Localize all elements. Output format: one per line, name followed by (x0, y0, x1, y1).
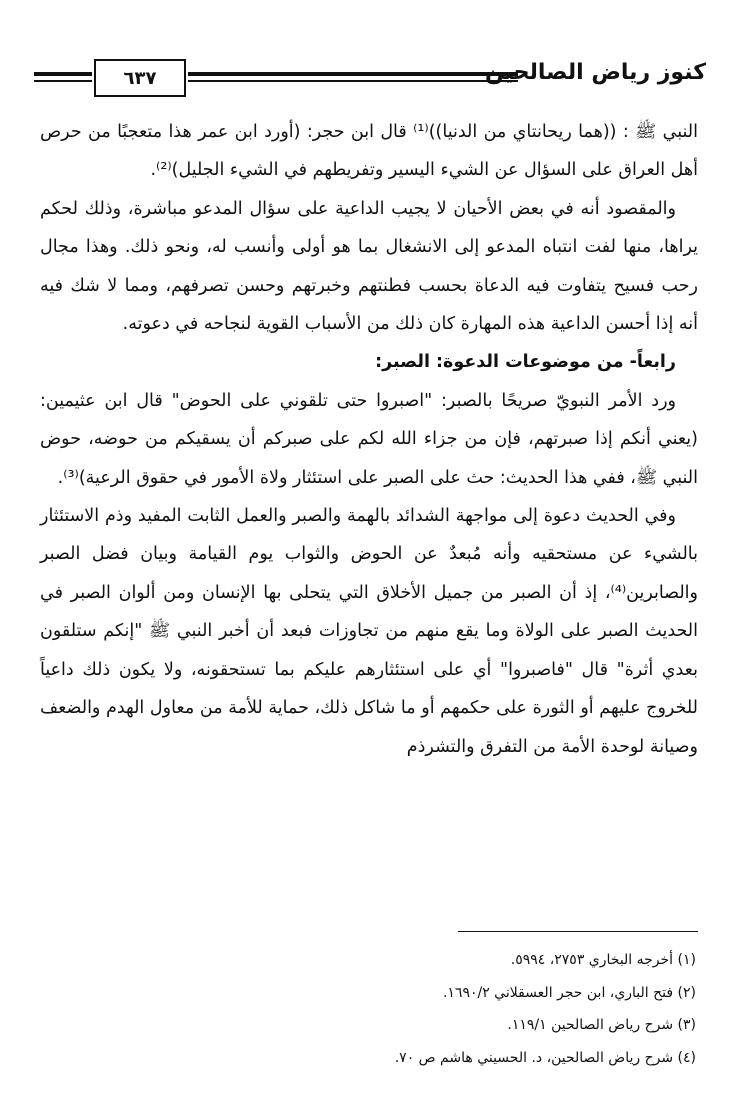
main-text (40, 113, 698, 766)
footnote-separator (458, 931, 698, 932)
footnote: (٣) شرح رياض الصالحين ١١٩/١. (507, 1017, 696, 1033)
page-number: ٦٣٧ (94, 59, 186, 97)
header-rule (34, 72, 92, 76)
footnote: (١) أخرجه البخاري ٢٧٥٣، ٥٩٩٤. (510, 952, 696, 968)
section-heading: رابعاً- من موضوعات الدعوة: الصبر: (375, 352, 676, 373)
page-header (30, 55, 706, 103)
book-title: كنوز رياض الصالحين (485, 60, 706, 85)
header-rule (188, 72, 518, 76)
paragraph: النبي ﷺ : ((هما ريحانتاي من الدنيا))⁽¹⁾ قال ابن حجر: (أورد ابن عمر هذا متعجبًا من حرص أهل العراق على السؤال عن الشيء اليسير وتفريطهم في الشيء الجليل)⁽²⁾. (40, 122, 698, 181)
paragraph: ورد الأمر النبويّ صريحًا بالصبر: "اصبروا حتى تلقوني على الحوض" قال ابن عثيمين: (يعني أنكم إذا صبرتهم، فإن من جزاء الله لكم على صبركم أن يسقيكم من حوضه، حوض النبي ﷺ، ففي هذا الحديث: حث على الصبر على استئثار ولاة الأمور في حقوق الرعية)⁽³⁾. (40, 390, 698, 488)
paragraph: والمقصود أنه في بعض الأحيان لا يجيب الداعية على سؤال المدعو مباشرة، وذلك لحكم يراها، منها لفت انتباه المدعو إلى الانشغال بما هو أولى وأنسب له، ونحو ذلك. وهذا مجال رحب فسيح يتفاوت فيه الدعاة بحسب فطنتهم وخبرتهم وحسن تصرفهم، ومما لا شك فيه أنه إذا أحسن الداعية هذه المهارة كان ذلك من الأسباب القوية لنجاحه في دعوته. (40, 198, 698, 335)
footnote: (٤) شرح رياض الصالحين، د. الحسيني هاشم ص ٧٠. (394, 1049, 696, 1066)
footnotes (40, 944, 696, 1074)
paragraph: وفي الحديث دعوة إلى مواجهة الشدائد بالهمة والصبر والعمل الثابت المفيد وذم الاستئثار بالشيء عن مستحقيه وأنه مُبعدٌ عن الحوض والثواب يوم القيامة وبيان فضل الصبر والصابرين⁽⁴⁾، إذ أن الصبر من جميل الأخلاق التي يتحلى بها الإنسان ومن ألوان الصبر في الحديث الصبر على الولاة وما يقع منهم من تجاوزات فبعد أن أخبر النبي ﷺ "إنكم ستلقون بعدي أثرة" قال "فاصبروا" أي على استئثارهم عليكم بما تستحقونه، ولا يكون ذلك داعياً للخروج عليهم أو الثورة على حكمهم أو ما شاكل ذلك، حماية للأمة من معاول الهدم والضعف وصيانة لوحدة الأمة من التفرق والتشرذم (40, 506, 698, 757)
header-rule (34, 80, 92, 82)
footnote: (٢) فتح الباري، ابن حجر العسقلاني ١٦٩٠/٢. (442, 984, 696, 1001)
header-rule (188, 80, 518, 82)
